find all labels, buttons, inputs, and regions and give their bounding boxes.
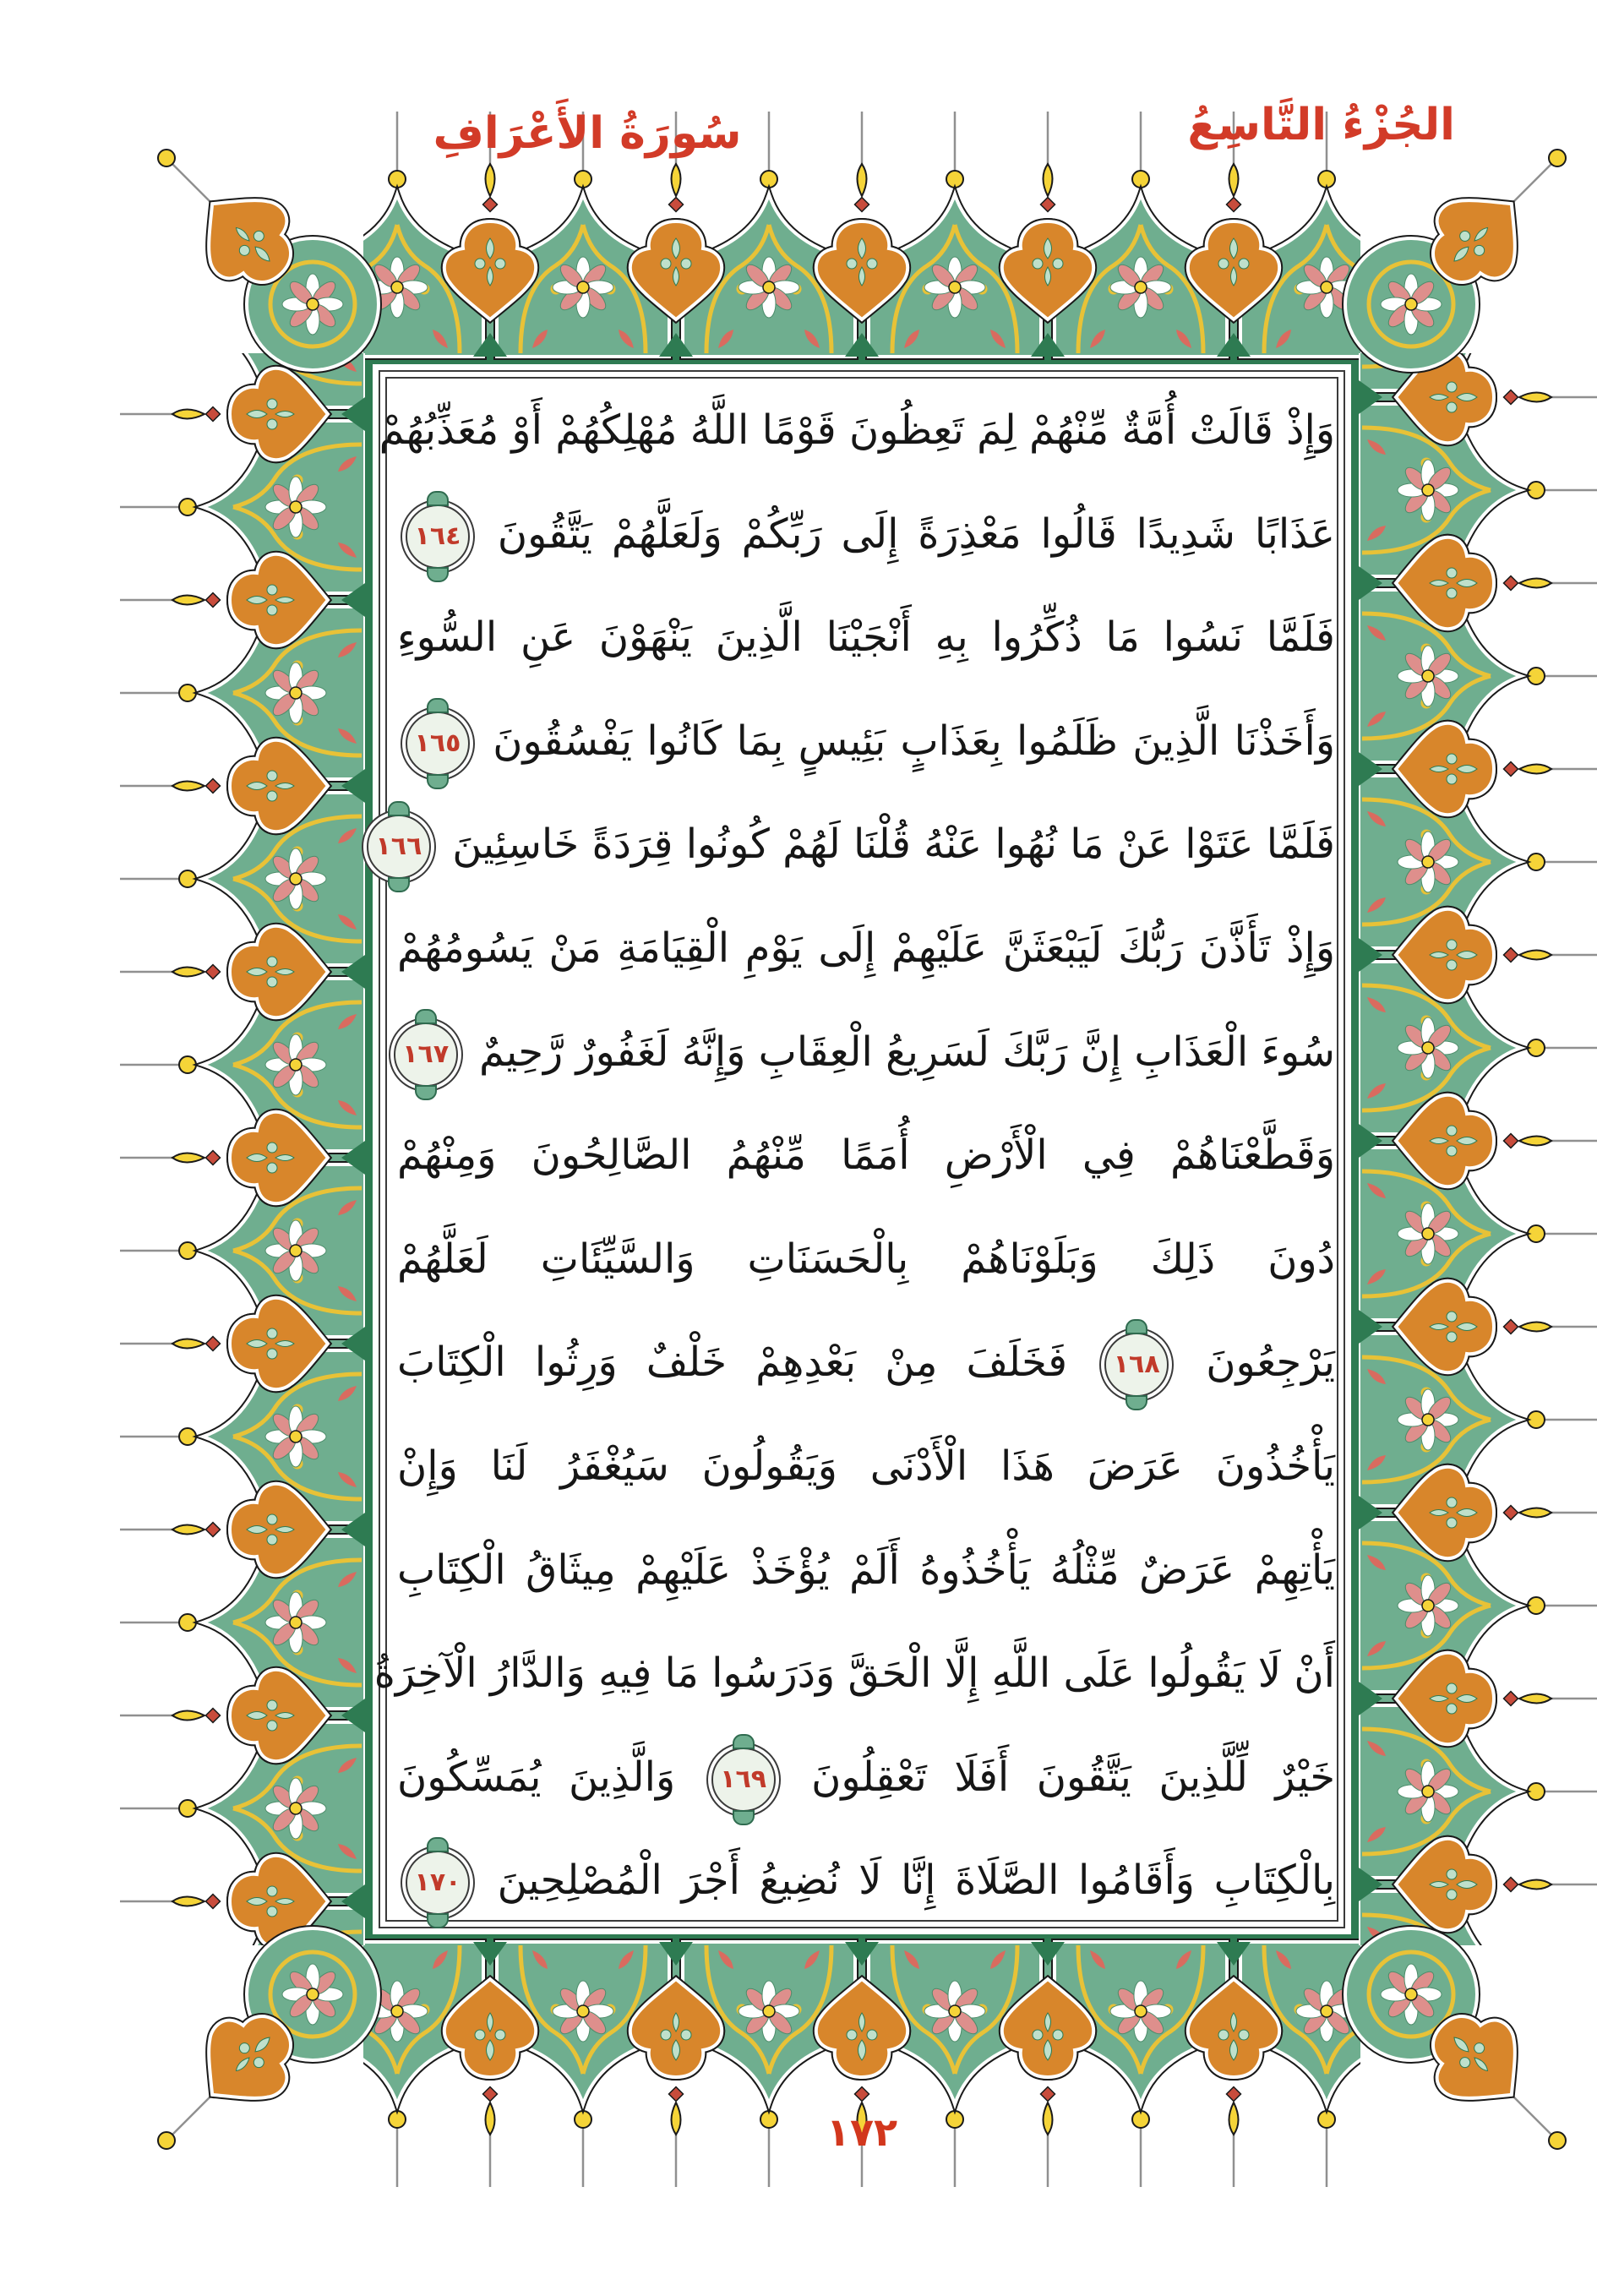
quran-line bbox=[397, 1208, 1335, 1312]
ayah-end-marker bbox=[406, 712, 470, 776]
quran-line bbox=[379, 379, 1335, 483]
quran-line bbox=[397, 483, 1335, 586]
ayah-number: ١٦٦ bbox=[375, 832, 422, 862]
surah-title: سُورَةُ الأَعْرَافِ bbox=[433, 108, 742, 159]
juz-title: الجُزْءُ التَّاسِعُ bbox=[1187, 100, 1455, 150]
ayah-number: ١٦٧ bbox=[402, 1039, 450, 1069]
ayah-number: ١٦٩ bbox=[720, 1764, 767, 1794]
ayah-text: يَأْخُذُونَ عَرَضَ هَذَا الْأَدْنَى وَيَقُولُونَ سَيُغْفَرُ لَنَا وَإِنْ bbox=[397, 1442, 1335, 1490]
quran-line bbox=[397, 1829, 1335, 1933]
ayah-end-marker bbox=[1104, 1333, 1169, 1397]
quran-line bbox=[397, 1415, 1335, 1519]
ayah-end-marker bbox=[711, 1748, 776, 1812]
ayah-number: ١٦٤ bbox=[414, 521, 461, 551]
ayah-text: فَخَلَفَ مِنْ بَعْدِهِمْ خَلْفٌ وَرِثُوا الْكِتَابَ bbox=[397, 1339, 1068, 1387]
ayah-text: وَالَّذِينَ يُمَسِّكُونَ bbox=[397, 1753, 676, 1801]
ayah-text: يَرْجِعُونَ bbox=[1206, 1339, 1336, 1387]
ayah-end-marker bbox=[394, 1023, 458, 1087]
quran-line bbox=[397, 1726, 1335, 1830]
ayah-text: عَذَابًا شَدِيدًا قَالُوا مَعْذِرَةً إِلَى رَبِّكُمْ وَلَعَلَّهُمْ يَتَّقُونَ bbox=[497, 510, 1335, 558]
ayah-text: وَأَخَذْنَا الَّذِينَ ظَلَمُوا بِعَذَابٍ بَئِيسٍ بِمَا كَانُوا يَفْسُقُونَ bbox=[493, 717, 1335, 765]
ayah-text: خَيْرٌ لِّلَّذِينَ يَتَّقُونَ أَفَلَا تَعْقِلُونَ bbox=[811, 1753, 1336, 1801]
quran-line bbox=[373, 1622, 1335, 1726]
ayah-text: وَقَطَّعْنَاهُمْ فِي الْأَرْضِ أُمَمًا مِّنْهُمُ الصَّالِحُونَ وَمِنْهُمْ bbox=[397, 1132, 1335, 1180]
page-number: ١٧٢ bbox=[826, 2109, 898, 2155]
ayah-text: وَإِذْ قَالَتْ أُمَّةٌ مِّنْهُمْ لِمَ تَعِظُونَ قَوْمًا اللَّهُ مُهْلِكُهُمْ أَوْ مُعَذِّبُهُمْ bbox=[379, 406, 1335, 454]
ayah-end-marker bbox=[406, 1851, 470, 1915]
quran-line bbox=[397, 1311, 1335, 1415]
quran-line bbox=[397, 586, 1335, 690]
quran-line bbox=[375, 793, 1335, 897]
quran-line bbox=[397, 1519, 1335, 1622]
ayah-text: دُونَ ذَلِكَ وَبَلَوْنَاهُمْ بِالْحَسَنَاتِ وَالسَّيِّئَاتِ لَعَلَّهُمْ bbox=[397, 1235, 1335, 1283]
ayah-number: ١٦٥ bbox=[414, 728, 461, 758]
ayah-text: فَلَمَّا نَسُوا مَا ذُكِّرُوا بِهِ أَنْجَيْنَا الَّذِينَ يَنْهَوْنَ عَنِ السُّوءِ bbox=[397, 614, 1335, 662]
ayah-end-marker bbox=[406, 504, 470, 569]
quran-text-block bbox=[373, 379, 1336, 1933]
ayah-text: أَنْ لَا يَقُولُوا عَلَى اللَّهِ إِلَّا الْحَقَّ وَدَرَسُوا مَا فِيهِ وَالدَّارُ الْآخِرَةُ bbox=[373, 1650, 1335, 1698]
quran-line bbox=[397, 1104, 1335, 1208]
ayah-text: وَإِذْ تَأَذَّنَ رَبُّكَ لَيَبْعَثَنَّ عَلَيْهِمْ إِلَى يَوْمِ الْقِيَامَةِ مَنْ يَسُومُهُمْ bbox=[397, 924, 1335, 972]
ayah-number: ١٧٠ bbox=[414, 1868, 461, 1898]
ayah-text: يَأْتِهِمْ عَرَضٌ مِّثْلُهُ يَأْخُذُوهُ أَلَمْ يُؤْخَذْ عَلَيْهِمْ مِيثَاقُ الْكِتَابِ bbox=[397, 1546, 1335, 1594]
quran-line bbox=[397, 897, 1335, 1001]
quran-line bbox=[397, 690, 1335, 794]
ayah-text: سُوءَ الْعَذَابِ إِنَّ رَبَّكَ لَسَرِيعُ الْعِقَابِ وَإِنَّهُ لَغَفُورٌ رَّحِيمٌ bbox=[478, 1028, 1335, 1076]
ayah-text: فَلَمَّا عَتَوْا عَنْ مَا نُهُوا عَنْهُ قُلْنَا لَهُمْ كُونُوا قِرَدَةً خَاسِئِينَ bbox=[452, 821, 1335, 869]
quran-line bbox=[397, 1001, 1335, 1104]
ayah-end-marker bbox=[367, 815, 431, 879]
ayah-text: بِالْكِتَابِ وَأَقَامُوا الصَّلَاةَ إِنَّا لَا نُضِيعُ أَجْرَ الْمُصْلِحِينَ bbox=[497, 1857, 1335, 1905]
ayah-number: ١٦٨ bbox=[1113, 1350, 1160, 1380]
